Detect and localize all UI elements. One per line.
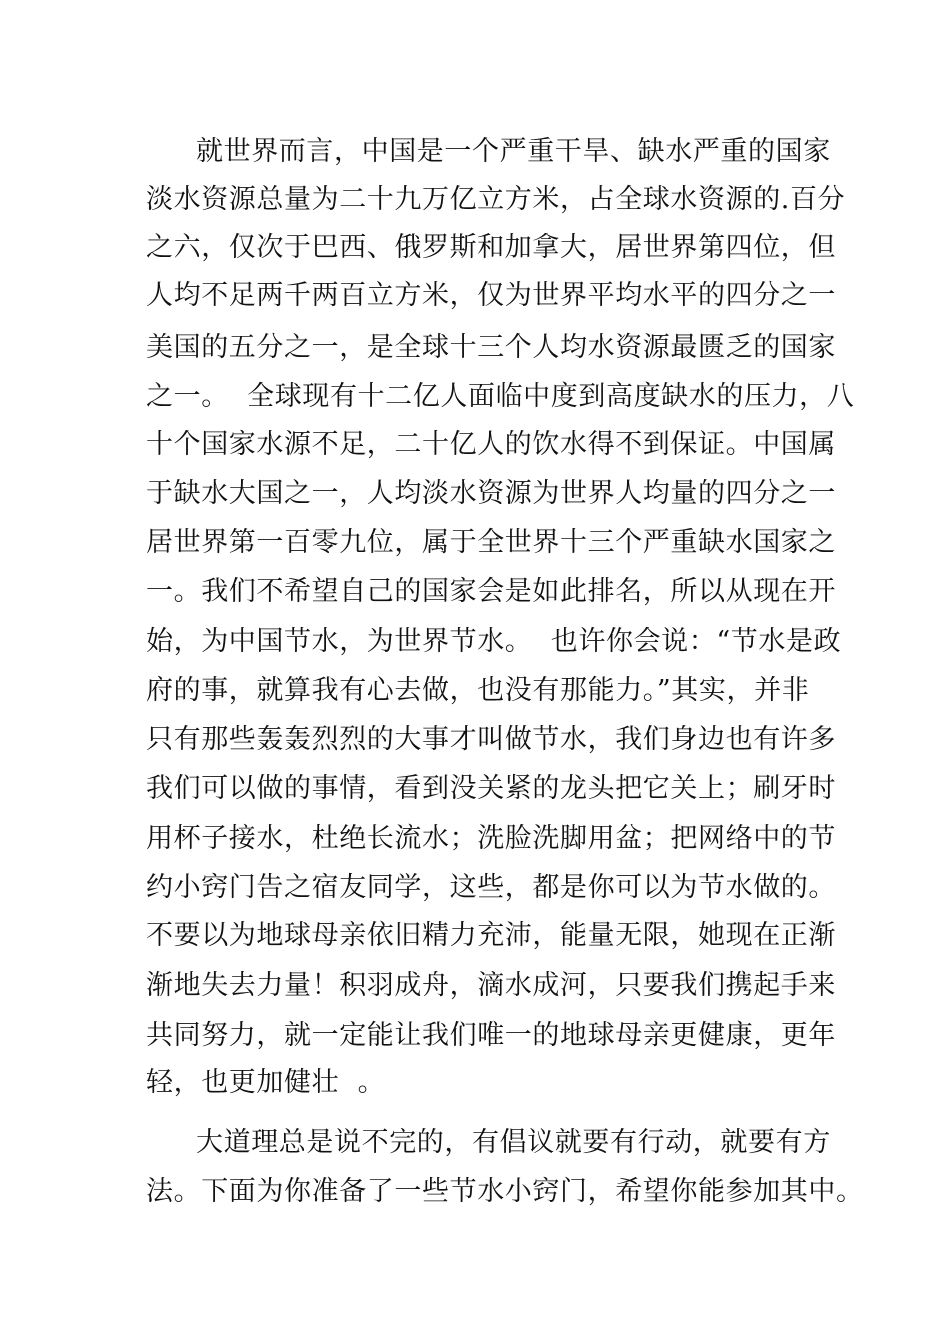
paragraph-1-line-3: 之六，仅次于巴西、俄罗斯和加拿大，居世界第四位，但 (146, 232, 836, 263)
paragraph-1-line-10: 一。我们不希望自己的国家会是如此排名，所以从现在开 (146, 576, 836, 607)
paragraph-1-line-4: 人均不足两千两百立方米，仅为世界平均水平的四分之一 (146, 280, 836, 311)
paragraph-1-line-16: 约小窍门告之宿友同学，这些，都是你可以为节水做的。 (146, 872, 836, 903)
paragraph-1-line-7: 十个国家水源不足，二十亿人的饮水得不到保证。中国属 (146, 429, 836, 460)
paragraph-1-line-14: 我们可以做的事情，看到没关紧的龙头把它关上；刷牙时 (146, 773, 836, 804)
paragraph-1-line-2: 淡水资源总量为二十九万亿立方米，占全球水资源的.百分 (146, 184, 846, 215)
paragraph-2-line-2: 法。下面为你准备了一些节水小窍门，希望你能参加其中。 (146, 1176, 864, 1207)
paragraph-1-line-12: 府的事，就算我有心去做，也没有那能力。”其实，并非 (146, 675, 810, 706)
paragraph-1-line-19: 共同努力，就一定能让我们唯一的地球母亲更健康，更年 (146, 1020, 836, 1051)
paragraph-1-line-20: 轻，也更加健壮 。 (146, 1067, 386, 1098)
paragraph-1-line-18: 渐地失去力量！积羽成舟，滴水成河，只要我们携起手来 (146, 970, 836, 1001)
paragraph-1-line-1: 就世界而言，中国是一个严重干旱、缺水严重的国家 (196, 136, 831, 167)
paragraph-1-line-15: 用杯子接水，杜绝长流水；洗脸洗脚用盆；把网络中的节 (146, 823, 836, 854)
paragraph-1-line-5: 美国的五分之一，是全球十三个人均水资源最匮乏的国家 (146, 332, 836, 363)
paragraph-1-line-6: 之一。 全球现有十二亿人面临中度到高度缺水的压力，八 (146, 381, 855, 412)
paragraph-1-line-9: 居世界第一百零九位，属于全世界十三个严重缺水国家之 (146, 527, 836, 558)
paragraph-2-line-1: 大道理总是说不完的，有倡议就要有行动，就要有方 (196, 1127, 831, 1158)
paragraph-1-line-13: 只有那些轰轰烈烈的大事才叫做节水，我们身边也有许多 (146, 724, 836, 755)
paragraph-1-line-8: 于缺水大国之一，人均淡水资源为世界人均量的四分之一 (146, 478, 836, 509)
paragraph-1-line-11: 始，为中国节水，为世界节水。 也许你会说：“节水是政 (146, 626, 842, 657)
paragraph-1-line-17: 不要以为地球母亲依旧精力充沛，能量无限，她现在正渐 (146, 920, 836, 951)
